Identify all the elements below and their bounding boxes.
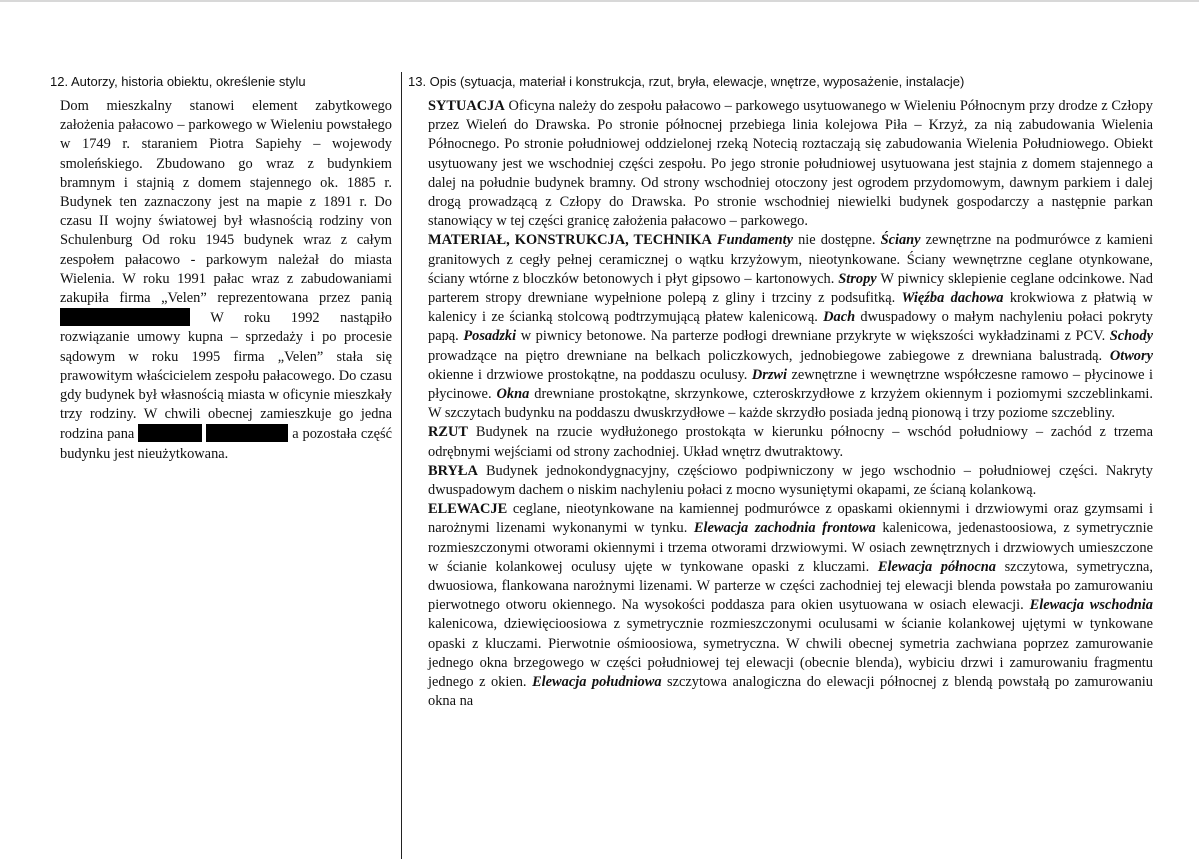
text-elewacja-zachodnia: kalenicowa, jedenastoosiowa, z symetrycznie rozmieszczonymi otworami okiennymi i trzema otworami drzwiowymi. W osiach zewnętrznych i drzwiowych umieszczone w ścianie kolankowej oculusy ujęte w tynkowane opaski z kluczami.: [428, 520, 1154, 575]
heading-elewacja-zachodnia: Elewacja zachodnia frontowa: [693, 520, 876, 537]
heading-wiezba: Więźba dachowa: [901, 290, 1004, 307]
text-sciany: zewnętrzne na podmurówce z kamieni granitowych z cegły pełnej ceramicznej o wątku krzyżowym, nieotynkowane. Ściany wewnętrzne ceglane otynkowane, ściany wtórne z bloczków betonowych i płyt gipsowo – kartonowych.: [428, 232, 1153, 287]
history-text-1: Dom mieszkalny stanowi element zabytkowego założenia pałacowo – parkowego w Wieleniu powstałego w 1749 r. staraniem Piotra Sapiehy – wojewody smoleńskiego. Zbudowano go wraz z budynkiem bramnym i stajnią z domem stajennego ok. 1885 r. Budynek ten zaznaczony jest na mapie z 1891 r. Do czasu II wojny światowej był własnością rodziny von Schulenburg Od roku 1945 budynek wraz z całym zespołem pałacowo - parkowym należał do miasta Wielenia. W roku 1991 pałac wraz z zabudowaniami zakupiła firma „Velen” reprezentowana przez panią: [60, 98, 392, 307]
history-paragraph: [60, 97, 392, 464]
left-section-header: 12. Autorzy, historia obiektu, określenie stylu: [50, 74, 306, 89]
section-material: [428, 231, 1153, 423]
text-drzwi: zewnętrzne i wewnętrzne współczesne ramowo – płycinowe i płycinowe.: [428, 366, 1153, 403]
heading-material: MATERIAŁ, KONSTRUKCJA, TECHNIKA: [428, 232, 712, 249]
heading-okna: Okna: [496, 386, 530, 403]
heading-rzut: RZUT: [428, 424, 468, 441]
heading-dach: Dach: [823, 309, 856, 326]
heading-elewacja-polnocna: Elewacja północna: [877, 558, 996, 575]
text-okna: drewniane prostokątne, skrzynkowe, czteroskrzydłowe z krzyżem okiennym i poziomymi szczeblinkami. W szczytach budynku na poddaszu dwuskrzydłowe – każde skrzydło posiada jedną pionową i trzy poziome szczebliny.: [428, 386, 1153, 422]
heading-bryla: BRYŁA: [428, 462, 478, 479]
text-elewacja-wschodnia: kalenicowa, dziewięcioosiowa z symetrycznie rozmieszczonymi oculusami w ścianie kolankowej ujętymi w tynkowane opaski z kluczami. Pierwotnie ośmioosiowa, symetryczna. W chwili obecnej symetria zachwiana poprzez zamurowanie jednego okna brzegowego w części południowej tej elewacji (obecnie blenda), wybiciu drzwi i zamurowaniu fragmentu jednego z okien.: [428, 616, 1153, 691]
section-bryla: [428, 462, 1153, 500]
heading-sytuacja: SYTUACJA: [428, 98, 505, 114]
section-rzut: [428, 423, 1153, 461]
heading-schody: Schody: [1109, 328, 1153, 345]
text-bryla: Budynek jednokondygnacyjny, częściowo podpiwniczony w jego wschodnio – południowej części. Nakryty dwuspadowym dachem o niskim nachyleniu połaci z mocno wysuniętymi okapami, ze ścianą kolankową.: [428, 462, 1153, 499]
text-elewacja-poludniowa: szczytowa analogiczna do elewacji północnej z blendą powstałą po zamurowaniu okna na: [428, 674, 1153, 710]
heading-drzwi: Drzwi: [751, 366, 788, 383]
history-text-3: a pozostała część budynku jest nieużytkowana.: [60, 426, 392, 462]
column-divider: [401, 72, 402, 859]
section-sytuacja: [428, 97, 1153, 231]
heading-stropy: Stropy: [838, 270, 877, 287]
text-fundamenty: nie dostępne.: [798, 232, 876, 249]
text-rzut: Budynek na rzucie wydłużonego prostokąta w kierunku północny – wschód południowy – zachód z trzema odrębnymi wejściami od strony zachodniej. Układ wnętrz dwutraktowy.: [428, 424, 1153, 460]
history-text-2: W roku 1992 nastąpiło rozwiązanie umowy kupna – sprzedaży i po procesie sądowym w roku 1995 firma „Velen” stała się prawowitym właścicielem zespołu pałacowego. Do czasu gdy budynek był własnością miasta w oficynie mieszkały trzy rodziny. W chwili obecnej zamieszkuje go jedna rodzina pana: [60, 310, 392, 443]
description-column: [428, 97, 1153, 712]
text-elewacje: ceglane, nieotynkowane na kamiennej podmurówce z opaskami okiennymi i drzwiowymi oraz gzymsami i narożnymi lizenami wykonanymi w tynku.: [428, 501, 1153, 537]
redaction-box: [138, 424, 202, 442]
right-section-header: 13. Opis (sytuacja, materiał i konstrukcja, rzut, bryła, elewacje, wnętrze, wyposażenie, instalacje): [408, 74, 965, 89]
text-sytuacja: Oficyna należy do zespołu pałacowo – parkowego usytuowanego w Wieleniu Północnym przy drodze z Człopy przez Wieleń do Drawska. Po stronie północnej przebiega linia kolejowa Piła – Krzyż, za nią zabudowania Wielenia Północnego. Po stronie południowej oddzielonej rzeką Notecią roztaczają się zabudowania Wielenia Południowego. Obiekt usytuowany jest we wschodniej części zespołu. Po jego stronie południowej usytuowana jest stajnia z domem stajennego a dalej na południe budynek bramny. Od strony wschodniej otoczony jest ogrodem przydomowym, dawnym parkiem i dalej drogą prowadzącą z Człopy do Drawska. Po stronie wschodniej niewielki budynek gospodarczy a następnie parkan stanowiący w tej części granicę założenia pałacowo – parkowego.: [428, 98, 1153, 230]
text-elewacja-polnocna: szczytowa, symetryczna, dwuosiowa, flankowana narożnymi lizenami. W parterze w części zachodniej tej elewacji blenda powstała po zamurowaniu pierwotnego otworu okiennego. Na wysokości poddasza para okien usytuowana w osiach elewacji.: [428, 558, 1154, 614]
redaction-box: [206, 424, 288, 442]
heading-sciany: Ściany: [880, 232, 921, 249]
top-rule: [0, 0, 1199, 2]
heading-elewacja-wschodnia: Elewacja wschodnia: [1029, 597, 1153, 614]
heading-elewacja-poludniowa: Elewacja południowa: [532, 674, 662, 691]
heading-elewacje: ELEWACJE: [428, 501, 508, 518]
text-posadzki: w piwnicy betonowe. Na parterze podłogi drewniane przykryte w większości wykładzinami z PCV.: [520, 328, 1106, 345]
heading-fundamenty: Fundamenty: [717, 232, 793, 249]
heading-otwory: Otwory: [1109, 347, 1153, 364]
text-otwory: okienne i drzwiowe prostokątne, na poddaszu oculusy.: [428, 366, 748, 383]
text-dach: dwuspadowy o małym nachyleniu połaci pokryty papą.: [428, 309, 1153, 345]
text-wiezba: krokwiowa z płatwią w kalenicy i ze ścianką stolcową podtrzymującą płatew kalenicową.: [428, 290, 1153, 326]
text-stropy: W piwnicy sklepienie ceglane odcinkowe. Nad parterem stropy drewniane wypełnione polepą z gliny i trzciny z podsufitką.: [428, 270, 1154, 307]
heading-posadzki: Posadzki: [463, 328, 517, 345]
history-column: [60, 97, 392, 464]
text-schody: prowadzące na piętro drewniane na belkach policzkowych, jednobiegowe zabiegowe z drewniana balustradą.: [428, 347, 1103, 364]
section-elewacje: [428, 500, 1153, 711]
redaction-box: [60, 308, 190, 326]
